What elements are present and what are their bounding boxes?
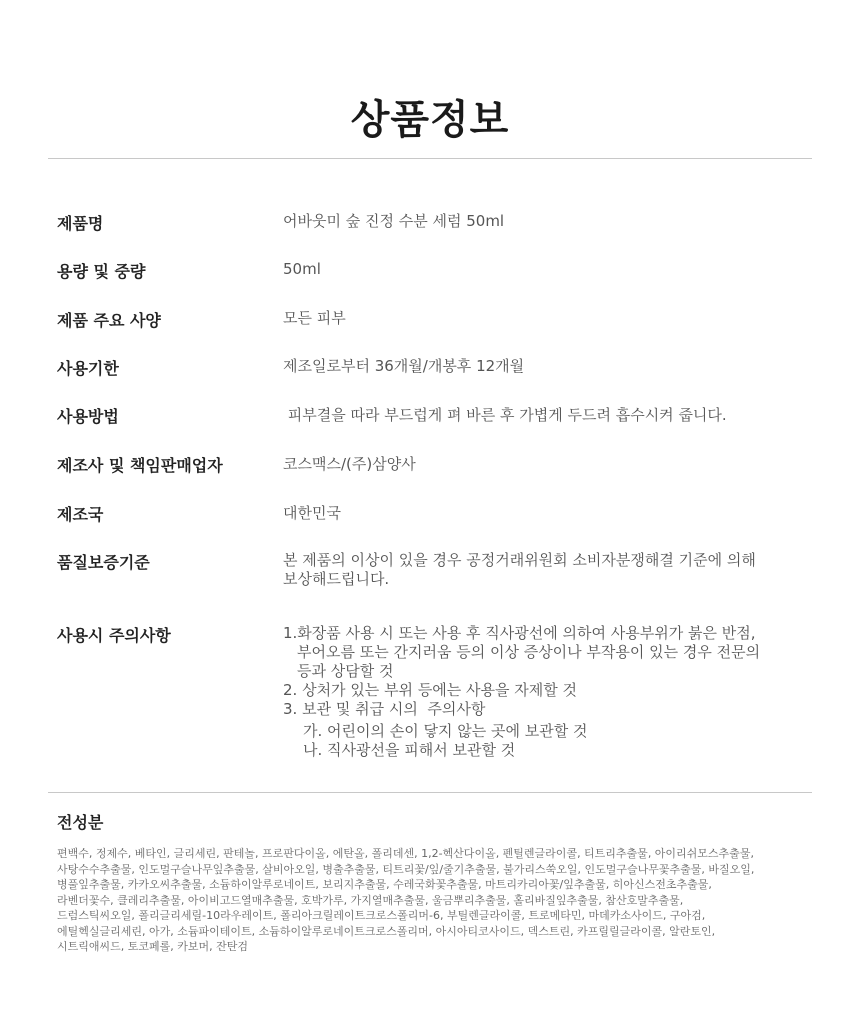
bottom-divider: [48, 792, 812, 793]
ingredients-line: 병풀잎추출물, 카카오씨추출물, 소듐하이알루로네이트, 보리지추출물, 수레국화꽃추출물, 마트리카리아꽃/잎추출물, 히아신스전초추출물,: [57, 878, 712, 891]
row-value: [283, 624, 803, 760]
value-line: 본 제품의 이상이 있을 경우 공정거래위원회 소비자분쟁해결 기준에 의해: [283, 551, 756, 569]
value-line: 대한민국: [283, 504, 341, 522]
value-line: 코스맥스/(주)삼양사: [283, 455, 416, 473]
row-label: 용량 및 중량: [57, 262, 146, 281]
row-label: 제품명: [57, 214, 104, 233]
ingredients-line: 라벤더꽃수, 클레리추출물, 아이비고드열매추출물, 호박가루, 가지열매추출물, 울금뿌리추출물, 홀리바질잎추출물, 참산호말추출물,: [57, 893, 684, 907]
value-line: 어바웃미 숲 진정 수분 세럼 50ml: [283, 212, 505, 230]
ingredients-title: 전성분: [57, 813, 104, 832]
row-value: [283, 406, 803, 425]
row-value: [283, 504, 803, 523]
value-line: 1.화장품 사용 시 또는 사용 후 직사광선에 의하여 사용부위가 붉은 반점,: [283, 624, 756, 642]
row-label: 제품 주요 사양: [57, 311, 161, 330]
ingredients-line: 에틸헥실글리세린, 아가, 소듐파이테이트, 소듐하이알루로네이트크로스폴리머, 아시아티코사이드, 덱스트린, 카프릴릴글라이콜, 알란토인,: [57, 924, 716, 938]
ingredients-line: 편백수, 정제수, 베타인, 글리세린, 판테놀, 프로판다이올, 에탄올, 폴리데센, 1,2-헥산다이올, 펜틸렌글라이콜, 티트리추출물, 아이리쉬모스추출물,: [57, 847, 754, 860]
value-line: 보상해드립니다.: [283, 570, 390, 588]
row-label: 사용시 주의사항: [57, 626, 171, 645]
value-line: 피부결을 따라 부드럽게 펴 바른 후 가볍게 두드려 흡수시켜 줍니다.: [283, 406, 727, 424]
row-label: 제조국: [57, 505, 104, 524]
value-line: 가. 어린이의 손이 닿지 않는 곳에 보관할 것: [303, 722, 588, 740]
value-line: 부어오름 또는 간지러움 등의 이상 증상이나 부작용이 있는 경우 전문의: [297, 643, 761, 661]
ingredients-line: 사탕수수추출물, 인도멀구슬나무잎추출물, 살비아오일, 병출추출물, 티트리꽃/잎/줄기추출물, 불가리스쑥오일, 인도멀구슬나무꽃추출물, 바질오일,: [57, 862, 755, 876]
row-value: [283, 551, 803, 589]
ingredients-list: [57, 846, 817, 955]
row-value: [283, 455, 803, 474]
row-value: [283, 212, 803, 231]
row-value: [283, 309, 803, 328]
row-value: [283, 260, 803, 279]
value-line: 나. 직사광선을 피해서 보관할 것: [303, 741, 516, 759]
row-label: 품질보증기준: [57, 553, 150, 572]
row-label: 사용기한: [57, 359, 119, 378]
page-title: 상품정보: [350, 97, 510, 143]
top-divider: [48, 158, 812, 159]
value-line: 3. 보관 및 취급 시의 주의사항: [283, 700, 486, 718]
ingredients-line: 시트릭애씨드, 토코페롤, 카보머, 잔탄검: [57, 940, 248, 953]
value-line: 제조일로부터 36개월/개봉후 12개월: [283, 357, 525, 375]
value-line: 모든 피부: [283, 309, 346, 327]
row-value: [283, 357, 803, 376]
row-label: 제조사 및 책임판매업자: [57, 456, 223, 475]
value-line: 2. 상처가 있는 부위 등에는 사용을 자제할 것: [283, 681, 578, 699]
value-line: 등과 상담할 것: [297, 662, 394, 680]
value-line: 50ml: [283, 260, 321, 278]
ingredients-line: 드럼스틱씨오일, 폴리글리세릴-10라우레이트, 폴리아크릴레이트크로스폴리머-6, 부틸렌글라이콜, 트로메타민, 마데카소사이드, 구아검,: [57, 909, 706, 922]
row-label: 사용방법: [57, 407, 119, 426]
